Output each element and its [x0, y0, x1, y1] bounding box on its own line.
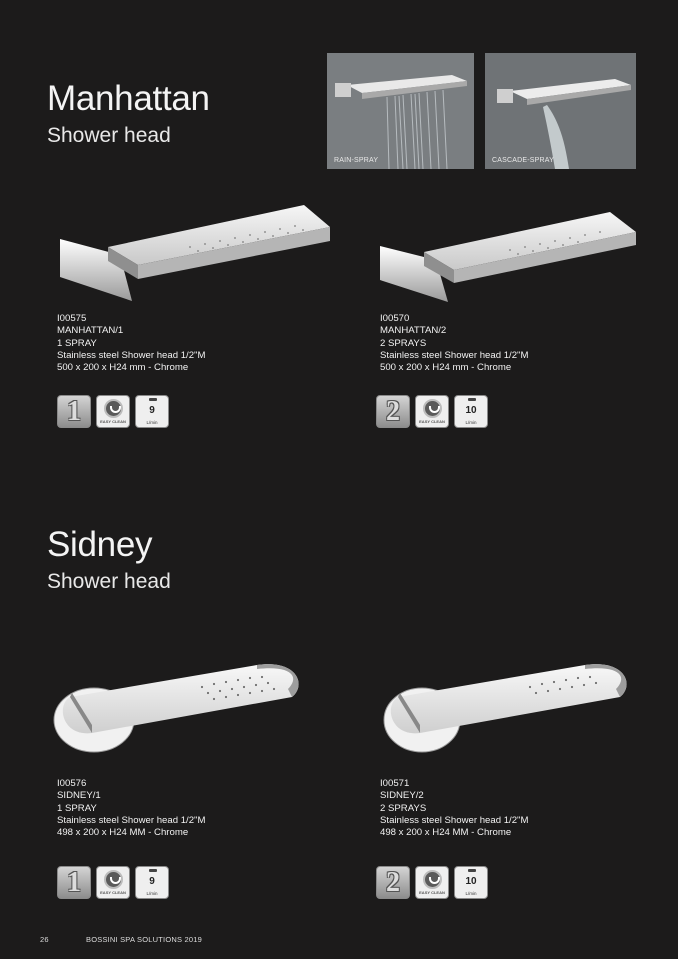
easy-clean-icon: EASY CLEAN: [415, 866, 449, 899]
flow-rate-icon: 10 L/min: [454, 866, 488, 899]
product-name: MANHATTAN/2: [380, 325, 447, 337]
product-name: SIDNEY/1: [57, 790, 101, 802]
product-name: MANHATTAN/1: [57, 325, 124, 337]
sidney-2-image: [382, 655, 637, 755]
page-number: 26: [40, 935, 49, 944]
product-spec-manhattan-1: [57, 313, 205, 374]
photo-rain-spray: [327, 53, 474, 169]
feature-icons-manhattan-1: [57, 395, 169, 428]
product-dimensions: 498 x 200 x H24 MM - Chrome: [380, 827, 512, 839]
product-spec-sidney-1: [57, 778, 205, 839]
product-spec-sidney-2: [380, 778, 528, 839]
spray-count-icon: 2: [376, 395, 410, 428]
spray-count-icon: 2: [376, 866, 410, 899]
rain-spray-illustration: [327, 53, 474, 169]
product-spec-manhattan-2: [380, 313, 528, 374]
section-title-manhattan: Manhattan: [47, 79, 210, 118]
product-dimensions: 500 x 200 x H24 mm - Chrome: [57, 362, 189, 374]
feature-icons-manhattan-2: [376, 395, 488, 428]
manhattan-1-image: [60, 205, 335, 305]
section-subtitle-sidney: Shower head: [47, 570, 171, 593]
easy-clean-icon: EASY CLEAN: [96, 866, 130, 899]
product-name: SIDNEY/2: [380, 790, 424, 802]
flow-rate-icon: 9 L/min: [135, 866, 169, 899]
product-sprays: 1 SPRAY: [57, 337, 97, 349]
section-title-sidney: Sidney: [47, 525, 153, 564]
product-sprays: 1 SPRAY: [57, 802, 97, 814]
easy-clean-icon: EASY CLEAN: [415, 395, 449, 428]
footer-brand: BOSSINI SPA SOLUTIONS 2019: [86, 935, 202, 944]
product-code: I00571: [380, 778, 410, 789]
product-dimensions: 500 x 200 x H24 mm - Chrome: [380, 362, 512, 374]
product-code: I00576: [57, 778, 87, 789]
product-description: Stainless steel Shower head 1/2"M: [57, 349, 206, 361]
flow-rate-icon: 10 L/min: [454, 395, 488, 428]
product-code: I00575: [57, 313, 87, 324]
feature-icons-sidney-1: [57, 866, 169, 899]
spray-count-icon: 1: [57, 395, 91, 428]
cascade-spray-illustration: [485, 53, 636, 169]
easy-clean-icon: EASY CLEAN: [96, 395, 130, 428]
photo-cascade-spray: [485, 53, 636, 169]
sidney-1-image: [52, 655, 307, 755]
product-sprays: 2 SPRAYS: [380, 337, 427, 349]
product-sprays: 2 SPRAYS: [380, 802, 427, 814]
photo-label: CASCADE-SPRAY: [492, 157, 554, 164]
product-description: Stainless steel Shower head 1/2"M: [380, 349, 529, 361]
section-subtitle-manhattan: Shower head: [47, 124, 171, 147]
flow-rate-icon: 9 L/min: [135, 395, 169, 428]
product-code: I00570: [380, 313, 410, 324]
manhattan-2-image: [380, 210, 640, 305]
spray-count-icon: 1: [57, 866, 91, 899]
product-description: Stainless steel Shower head 1/2"M: [380, 814, 529, 826]
product-description: Stainless steel Shower head 1/2"M: [57, 814, 206, 826]
photo-label: RAIN-SPRAY: [334, 157, 379, 164]
feature-icons-sidney-2: [376, 866, 488, 899]
product-dimensions: 498 x 200 x H24 MM - Chrome: [57, 827, 189, 839]
